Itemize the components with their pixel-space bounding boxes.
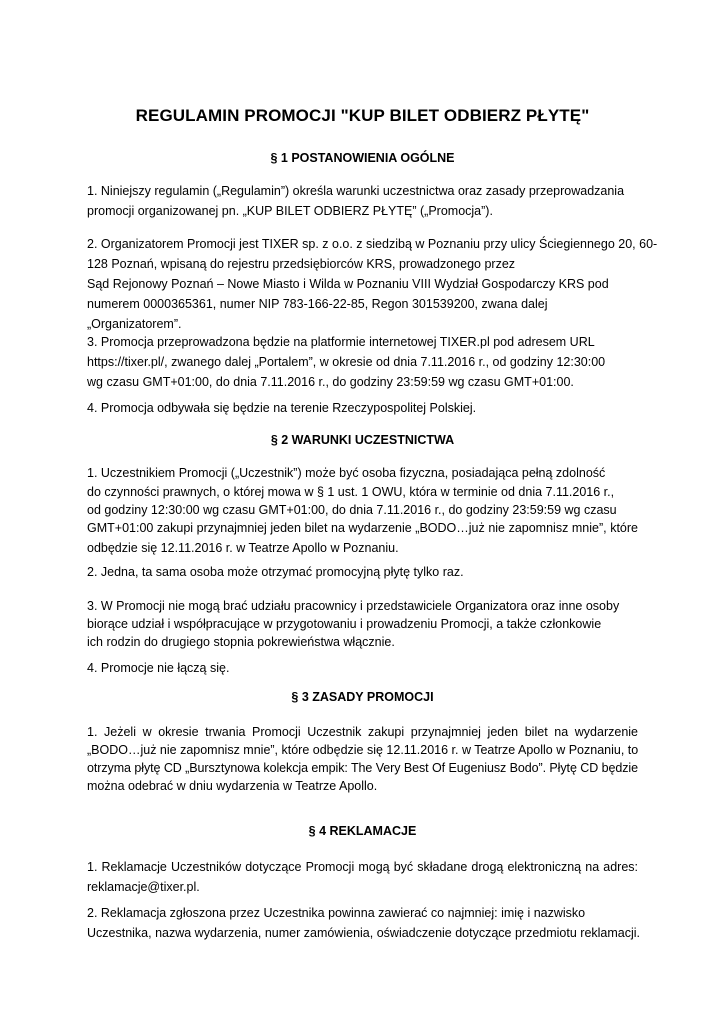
text-line: można odebrać w dniu wydarzenia w Teatrze Apollo.	[87, 779, 378, 793]
text-line: 1. Uczestnikiem Promocji („Uczestnik”) może być osoba fizyczna, posiadająca pełną zdolność	[87, 466, 606, 480]
text-line: wg czasu GMT+01:00, do dnia 7.11.2016 r., do godziny 23:59:59 wg czasu GMT+01:00.	[87, 375, 574, 389]
text-line: otrzyma płytę CD „Bursztynowa kolekcja empik: The Very Best Of Eugeniusz Bodo”. Płytę CD będzie	[87, 761, 638, 775]
text-line: do czynności prawnych, o której mowa w § 1 ust. 1 OWU, która w terminie od dnia 7.11.2016 r.,	[87, 485, 615, 499]
text-line: 1. Niniejszy regulamin („Regulamin”) określa warunki uczestnictwa oraz zasady przeprowadzania	[87, 184, 625, 198]
text-line: 3. Promocja przeprowadzona będzie na platformie internetowej TIXER.pl pod adresem URL	[87, 335, 595, 349]
section-heading: § 3 ZASADY PROMOCJI	[291, 690, 434, 704]
text-line: Sąd Rejonowy Poznań – Nowe Miasto i Wilda w Poznaniu VIII Wydział Gospodarczy KRS pod	[87, 277, 609, 291]
text-line: 4. Promocje nie łączą się.	[87, 661, 230, 675]
text-line: reklamacje@tixer.pl.	[87, 880, 200, 894]
text-line: odbędzie się 12.11.2016 r. w Teatrze Apollo w Poznaniu.	[87, 541, 399, 555]
text-line: „BODO…już nie zapomnisz mnie”, które odbędzie się 12.11.2016 r. w Teatrze Apollo w Poznaniu, to	[87, 743, 639, 757]
section-heading: § 2 WARUNKI UCZESTNICTWA	[270, 433, 455, 447]
text-line: GMT+01:00 zakupi przynajmniej jeden bilet na wydarzenie „BODO…już nie zapomnisz mnie”, które	[87, 521, 638, 535]
text-line: od godziny 12:30:00 wg czasu GMT+01:00, do dnia 7.11.2016 r., do godziny 23:59:59 wg czasu	[87, 503, 617, 517]
text-line: 2. Organizatorem Promocji jest TIXER sp. z o.o. z siedzibą w Poznaniu przy ulicy Ściegiennego 20, 60-	[87, 237, 658, 251]
text-line: 1. Jeżeli w okresie trwania Promocji Uczestnik zakupi przynajmniej jeden bilet na wydarzenie	[87, 725, 638, 739]
text-line: 128 Poznań, wpisaną do rejestru przedsiębiorców KRS, prowadzonego przez	[87, 257, 516, 271]
text-line: https://tixer.pl/, zwanego dalej „Portalem”, w okresie od dnia 7.11.2016 r., od godziny 12:30:00	[87, 355, 606, 369]
text-line: 2. Jedna, ta sama osoba może otrzymać promocyjną płytę tylko raz.	[87, 565, 464, 579]
text-line: 2. Reklamacja zgłoszona przez Uczestnika powinna zawierać co najmniej: imię i nazwisko	[87, 906, 586, 920]
text-line: ich rodzin do drugiego stopnia pokrewieństwa włącznie.	[87, 635, 395, 649]
section-heading: § 4 REKLAMACJE	[308, 824, 417, 838]
document-title: REGULAMIN PROMOCJI "KUP BILET ODBIERZ PŁYTĘ"	[135, 106, 590, 125]
text-line: Uczestnika, nazwa wydarzenia, numer zamówienia, oświadczenie dotyczące przedmiotu reklamacji.	[87, 926, 641, 940]
text-line: promocji organizowanej pn. „KUP BILET ODBIERZ PŁYTĘ” („Promocja”).	[87, 204, 493, 218]
text-line: 3. W Promocji nie mogą brać udziału pracownicy i przedstawiciele Organizatora oraz inne osoby	[87, 599, 620, 613]
text-line: „Organizatorem”.	[87, 317, 182, 331]
section-heading: § 1 POSTANOWIENIA OGÓLNE	[270, 151, 455, 165]
text-line: numerem 0000365361, numer NIP 783-166-22-85, Regon 301539200, zwana dalej	[87, 297, 548, 311]
text-line: 4. Promocja odbywała się będzie na terenie Rzeczypospolitej Polskiej.	[87, 401, 477, 415]
text-line: 1. Reklamacje Uczestników dotyczące Promocji mogą być składane drogą elektroniczną na adres:	[87, 860, 638, 874]
text-line: biorące udział i współpracujące w przygotowaniu i prowadzeniu Promocji, a także członkowie	[87, 617, 602, 631]
